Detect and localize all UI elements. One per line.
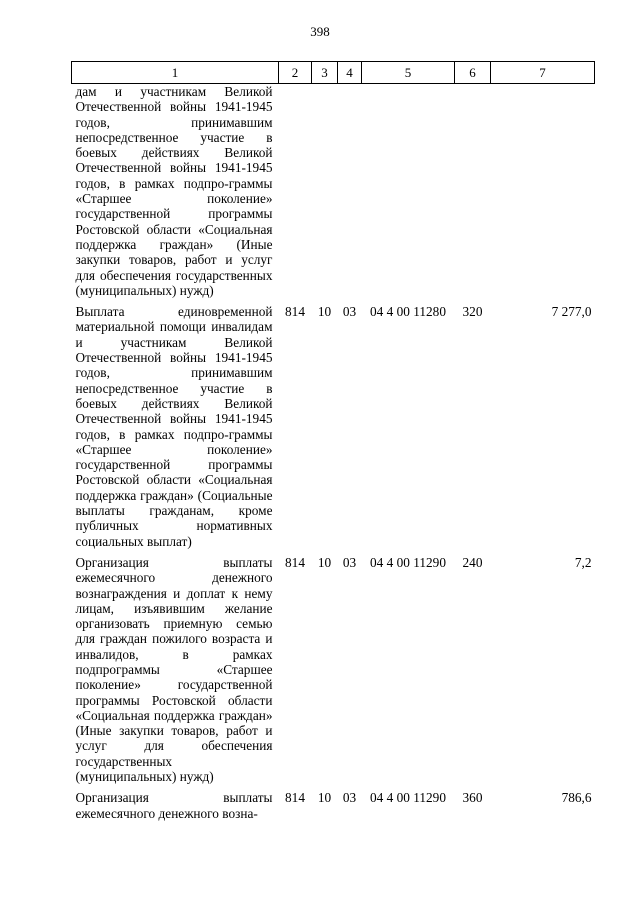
row-type: 320 bbox=[462, 304, 483, 320]
header-col-3: 3 bbox=[312, 62, 338, 84]
row-amount: 7 277,0 bbox=[551, 304, 592, 320]
row-section: 10 bbox=[317, 790, 332, 806]
row-target bbox=[362, 84, 455, 299]
header-col-7: 7 bbox=[491, 62, 595, 84]
table-row bbox=[72, 84, 595, 299]
row-code: 814 bbox=[285, 554, 305, 570]
row-section: 10 bbox=[317, 304, 332, 320]
budget-table bbox=[71, 61, 595, 821]
table-header-row bbox=[72, 62, 595, 84]
header-col-6: 6 bbox=[455, 62, 491, 84]
header-col-1: 1 bbox=[72, 62, 279, 84]
row-description: Выплата единовременной материальной помощи инвалидам и участникам Великой Отечественной войны 1941-1945 годов, принимавшим непосредственное участие в боевых действиях Великой Отечественной войны 1941-1945 годов, в рамках подпро-граммы «Старшее поколение» государственной программы Ростовской области «Социальная поддержка граждан» (Социальные выплаты гражданам, кроме публичных нормативных социальных выплат) bbox=[75, 304, 273, 549]
row-amount bbox=[491, 84, 595, 299]
row-section bbox=[312, 84, 338, 299]
page-number: 398 bbox=[310, 24, 330, 39]
header-col-2: 2 bbox=[279, 62, 312, 84]
row-target: 04 4 00 11290 bbox=[370, 554, 446, 570]
header-col-4: 4 bbox=[338, 62, 362, 84]
row-type: 240 bbox=[462, 554, 483, 570]
row-description: дам и участникам Великой Отечественной войны 1941-1945 годов, принимавшим непосредственное участие в боевых действиях Великой Отечественной войны 1941-1945 годов, в рамках подпро-граммы «Старшее поколение» государственной программы Ростовской области «Социальная поддержка граждан» (Иные закупки товаров, работ и услуг для обеспечения государственных (муниципальных) нужд) bbox=[75, 84, 273, 298]
row-subsection: 03 bbox=[342, 790, 357, 806]
row-type bbox=[455, 84, 491, 299]
header-col-5: 5 bbox=[362, 62, 455, 84]
table-row bbox=[72, 549, 595, 784]
table-row bbox=[72, 784, 595, 821]
row-code: 814 bbox=[285, 304, 305, 320]
row-code bbox=[279, 84, 312, 299]
row-type: 360 bbox=[462, 790, 483, 806]
row-subsection bbox=[338, 84, 362, 299]
row-target: 04 4 00 11280 bbox=[370, 304, 446, 320]
row-subsection: 03 bbox=[342, 554, 357, 570]
row-code: 814 bbox=[285, 790, 305, 806]
row-amount: 7,2 bbox=[574, 554, 592, 570]
row-section: 10 bbox=[317, 554, 332, 570]
row-subsection: 03 bbox=[342, 304, 357, 320]
table-row bbox=[72, 298, 595, 549]
row-amount: 786,6 bbox=[561, 790, 592, 806]
row-description: Организация выплаты ежемесячного денежного вознаграждения и доплат к нему лицам, изъявившим желание организовать приемную семью для граждан пожилого возраста и инвалидов, в рамках подпрограммы «Старшее поколение» государственной программы Ростовской области «Социальная поддержка граждан» (Иные закупки товаров, работ и услуг для обеспечения государственных (муниципальных) нужд) bbox=[75, 554, 273, 785]
row-description: Организация выплаты ежемесячного денежного возна- bbox=[75, 790, 273, 821]
row-target: 04 4 00 11290 bbox=[370, 790, 446, 806]
